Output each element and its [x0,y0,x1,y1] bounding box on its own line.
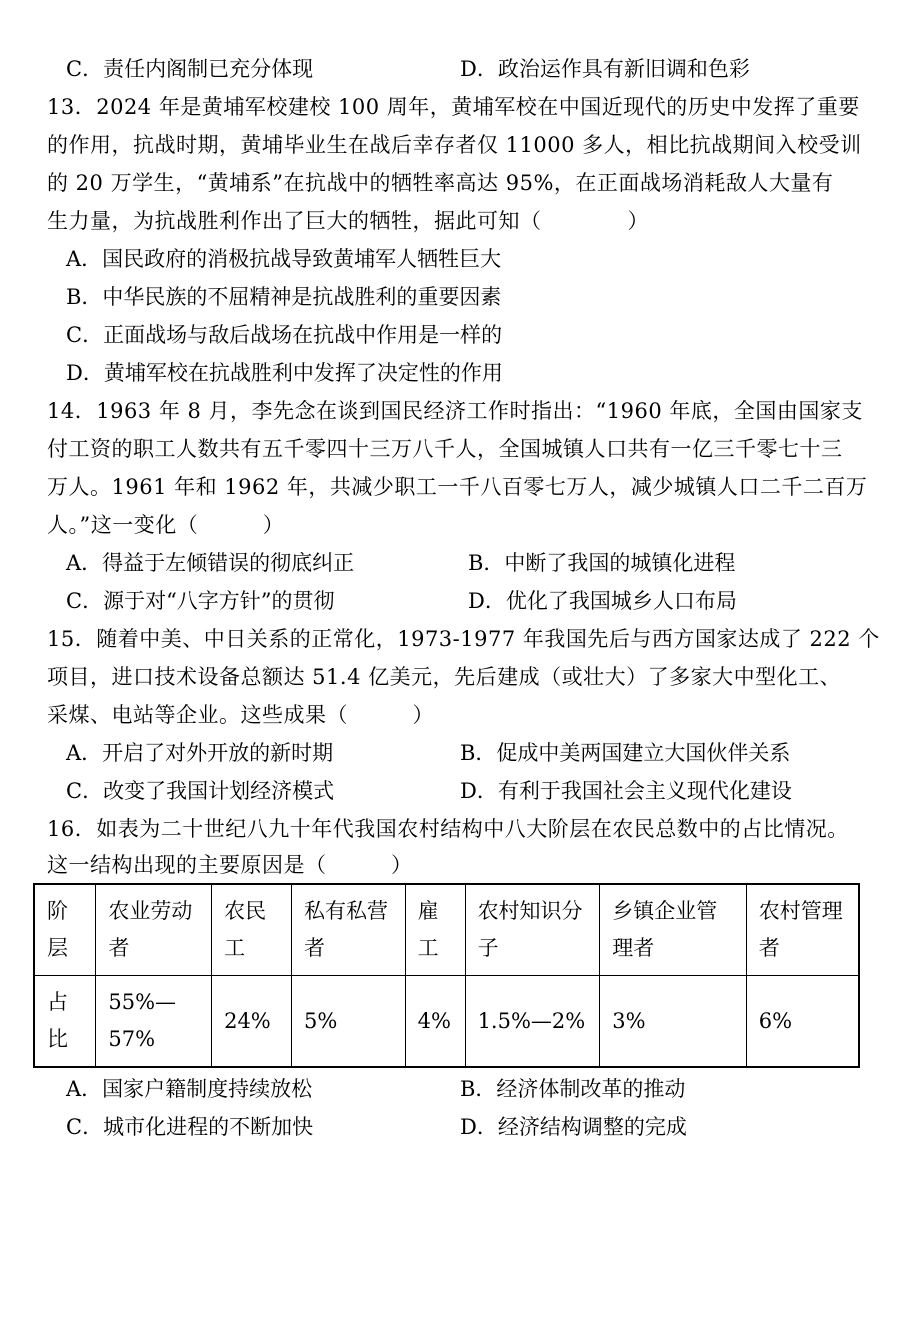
q14-stem-line-4: 人。”这一变化（ ） [47,513,285,537]
table-cell: 4% [405,976,465,1068]
table-header-cell: 农民 工 [212,884,292,976]
q16-option-b: B．经济体制改革的推动 [460,1077,686,1101]
q15-option-b: B．促成中美两国建立大国伙伴关系 [460,741,791,765]
table-value-row [34,976,859,1068]
q13-option-a: A．国民政府的消极抗战导致黄埔军人牺牲巨大 [66,247,502,271]
table-cell: 3% [600,976,747,1068]
table-header-cell: 雇 工 [405,884,465,976]
q14-option-b: B．中断了我国的城镇化进程 [468,551,736,575]
table-row-label: 占 比 [34,976,96,1068]
table-header-cell: 农村知识分 子 [465,884,600,976]
q14-option-c: C．源于对“八字方针”的贯彻 [66,589,335,613]
q15-stem-line-3: 采煤、电站等企业。这些成果（ ） [47,703,434,727]
table-header-cell: 农村管理 者 [746,884,859,976]
q13-stem-line-1: 13．2024 年是黄埔军校建校 100 周年，黄埔军校在中国近现代的历史中发挥了重要 [47,95,860,119]
q12-option-c: C．责任内阁制已充分体现 [66,57,314,81]
q15-stem-line-2: 项目，进口技术设备总额达 51.4 亿美元，先后建成（或壮大）了多家大中型化工、 [47,665,842,689]
q13-stem-line-4: 生力量，为抗战胜利作出了巨大的牺牲，据此可知（ ） [47,209,649,233]
table-header-cell: 私有私营 者 [291,884,405,976]
q13-option-d: D．黄埔军校在抗战胜利中发挥了决定性的作用 [66,361,503,385]
table-header-cell: 农业劳动 者 [96,884,212,976]
q15-option-d: D．有利于我国社会主义现代化建设 [460,779,792,803]
q13-option-c: C．正面战场与敌后战场在抗战中作用是一样的 [66,323,503,347]
table-cell: 6% [746,976,859,1068]
q14-option-d: D．优化了我国城乡人口布局 [468,589,737,613]
rural-strata-table [33,883,860,1068]
table-header-cell: 乡镇企业管 理者 [600,884,747,976]
q13-stem-line-3: 的 20 万学生，“黄埔系”在抗战中的牺牲率高达 95%，在正面战场消耗敌人大量有 [47,171,834,195]
table-cell: 55%—57% [96,976,212,1068]
q15-stem-line-1: 15．随着中美、中日关系的正常化，1973-1977 年我国先后与西方国家达成了 222 个 [47,627,880,651]
q12-option-d: D．政治运作具有新旧调和色彩 [460,57,750,81]
table-cell: 5% [291,976,405,1068]
q14-stem-line-3: 万人。1961 年和 1962 年，共减少职工一千八百零七万人，减少城镇人口二千二百万 [47,475,868,499]
q15-option-c: C．改变了我国计划经济模式 [66,779,335,803]
q13-option-b: B．中华民族的不屈精神是抗战胜利的重要因素 [66,285,502,309]
q16-option-c: C．城市化进程的不断加快 [66,1115,314,1139]
table-header-row [34,884,859,976]
table-cell: 1.5%—2% [465,976,600,1068]
q16-option-a: A．国家户籍制度持续放松 [66,1077,313,1101]
q14-stem-line-2: 付工资的职工人数共有五千零四十三万八千人，全国城镇人口共有一亿三千零七十三 [47,437,843,461]
table-header-label: 阶 层 [34,884,96,976]
q16-stem-line-2: 这一结构出现的主要原因是（ ） [47,853,413,877]
q13-stem-line-2: 的作用，抗战时期，黄埔毕业生在战后幸存者仅 11000 多人，相比抗战期间入校受训 [47,133,862,157]
table-cell: 24% [212,976,292,1068]
q14-option-a: A．得益于左倾错误的彻底纠正 [66,551,355,575]
q15-option-a: A．开启了对外开放的新时期 [66,741,334,765]
q14-stem-line-1: 14．1963 年 8 月，李先念在谈到国民经济工作时指出：“1960 年底，全国由国家支 [47,399,863,423]
q16-option-d: D．经济结构调整的完成 [460,1115,687,1139]
q16-stem-line-1: 16．如表为二十世纪八九十年代我国农村结构中八大阶层在农民总数中的占比情况。 [47,817,849,841]
